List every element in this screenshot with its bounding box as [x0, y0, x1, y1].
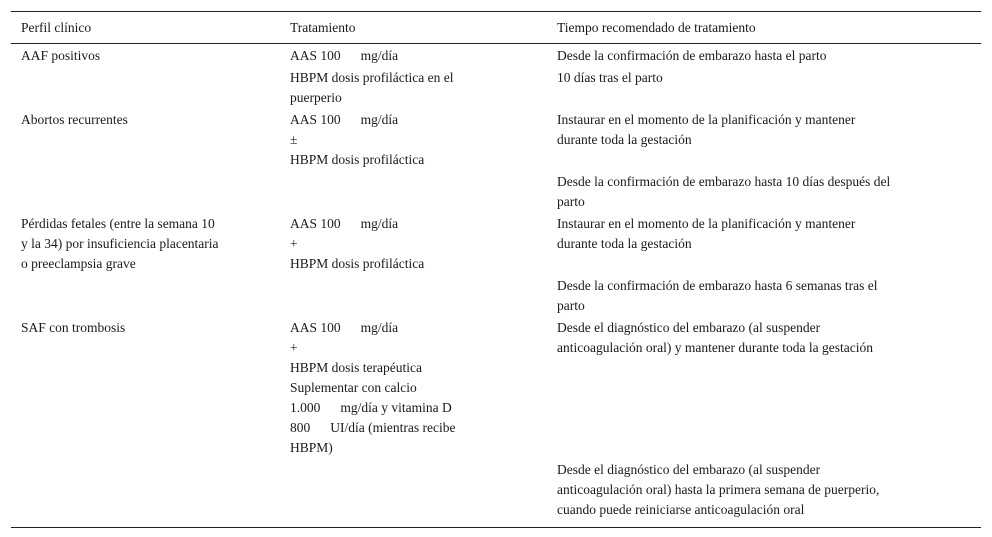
clinical-table: [11, 11, 981, 528]
row4-trat-line1: [290, 318, 398, 338]
row3-tiempo-line4: parto: [557, 298, 585, 313]
row4-trat-calcium-unit: mg/día y vitamina D: [340, 400, 452, 415]
row2-tiempo-line4: parto: [557, 194, 585, 209]
row3-trat-line1: [290, 214, 398, 234]
row4-trat-calcium-dose: 1.000: [290, 400, 321, 415]
header-tiempo: Tiempo recomendado de tratamiento: [557, 20, 756, 35]
row2-tiempo-line1: Instaurar en el momento de la planificación y mantener: [557, 112, 856, 127]
row4-trat-vitd-unit: UI/día (mientras recibe: [330, 420, 456, 435]
row3-tiempo-line2: durante toda la gestación: [557, 236, 692, 251]
row4-trat-unit: mg/día: [360, 320, 399, 335]
row4-trat-line3: HBPM dosis terapéutica: [290, 360, 422, 375]
row2-trat-line3: HBPM dosis profiláctica: [290, 152, 425, 167]
row4-trat-vitd-dose: 800: [290, 420, 311, 435]
row3-perfil-line2: y la 34) por insuficiencia placentaria: [21, 236, 219, 251]
row4-tiempo-line5: cuando puede reiniciarse anticoagulación oral: [557, 502, 805, 517]
row4-tiempo-line4: anticoagulación oral) hasta la primera semana de puerperio,: [557, 482, 880, 497]
row2-trat-line1: [290, 110, 398, 130]
row4-trat-line4: Suplementar con calcio: [290, 380, 417, 395]
header-tratamiento: Tratamiento: [290, 20, 356, 35]
row3-trat-unit: mg/día: [360, 216, 399, 231]
row1-trat-line2: HBPM dosis profiláctica en el: [290, 70, 454, 85]
row1-trat-unit: mg/día: [360, 48, 399, 63]
row3-trat-dose: AAS 100: [290, 216, 341, 231]
row2-trat-dose: AAS 100: [290, 112, 341, 127]
row4-perfil: SAF con trombosis: [21, 320, 126, 335]
row2-trat-line2: ±: [290, 132, 298, 147]
row1-trat-line1: [290, 46, 398, 66]
row4-tiempo-line1: Desde el diagnóstico del embarazo (al suspender: [557, 320, 821, 335]
row2-perfil: Abortos recurrentes: [21, 112, 128, 127]
row1-perfil: AAF positivos: [21, 48, 101, 63]
row3-tiempo-line1: Instaurar en el momento de la planificación y mantener: [557, 216, 856, 231]
row4-tiempo-line2: anticoagulación oral) y mantener durante toda la gestación: [557, 340, 873, 355]
header-perfil: Perfil clínico: [21, 20, 92, 35]
row2-tiempo-line3: Desde la confirmación de embarazo hasta 10 días después del: [557, 174, 891, 189]
row1-tiempo-line1: Desde la confirmación de embarazo hasta el parto: [557, 48, 827, 63]
table-header-row: [11, 12, 981, 44]
row1-trat-dose: AAS 100: [290, 48, 341, 63]
row1-trat-line3: puerperio: [290, 90, 342, 105]
row3-trat-line3: HBPM dosis profiláctica: [290, 256, 425, 271]
row4-trat-line5: [290, 398, 452, 418]
row4-trat-line2: +: [290, 340, 298, 355]
row3-perfil-line1: Pérdidas fetales (entre la semana 10: [21, 216, 215, 231]
row2-trat-unit: mg/día: [360, 112, 399, 127]
row4-tiempo-line3: Desde el diagnóstico del embarazo (al suspender: [557, 462, 821, 477]
row3-perfil-line3: o preeclampsia grave: [21, 256, 136, 271]
row3-tiempo-line3: Desde la confirmación de embarazo hasta 6 semanas tras el: [557, 278, 878, 293]
row4-trat-dose: AAS 100: [290, 320, 341, 335]
row3-trat-line2: +: [290, 236, 298, 251]
row2-tiempo-line2: durante toda la gestación: [557, 132, 692, 147]
row4-trat-line7: HBPM): [290, 440, 333, 455]
row4-trat-line6: [290, 418, 455, 438]
row1-tiempo-line2: 10 días tras el parto: [557, 70, 663, 85]
